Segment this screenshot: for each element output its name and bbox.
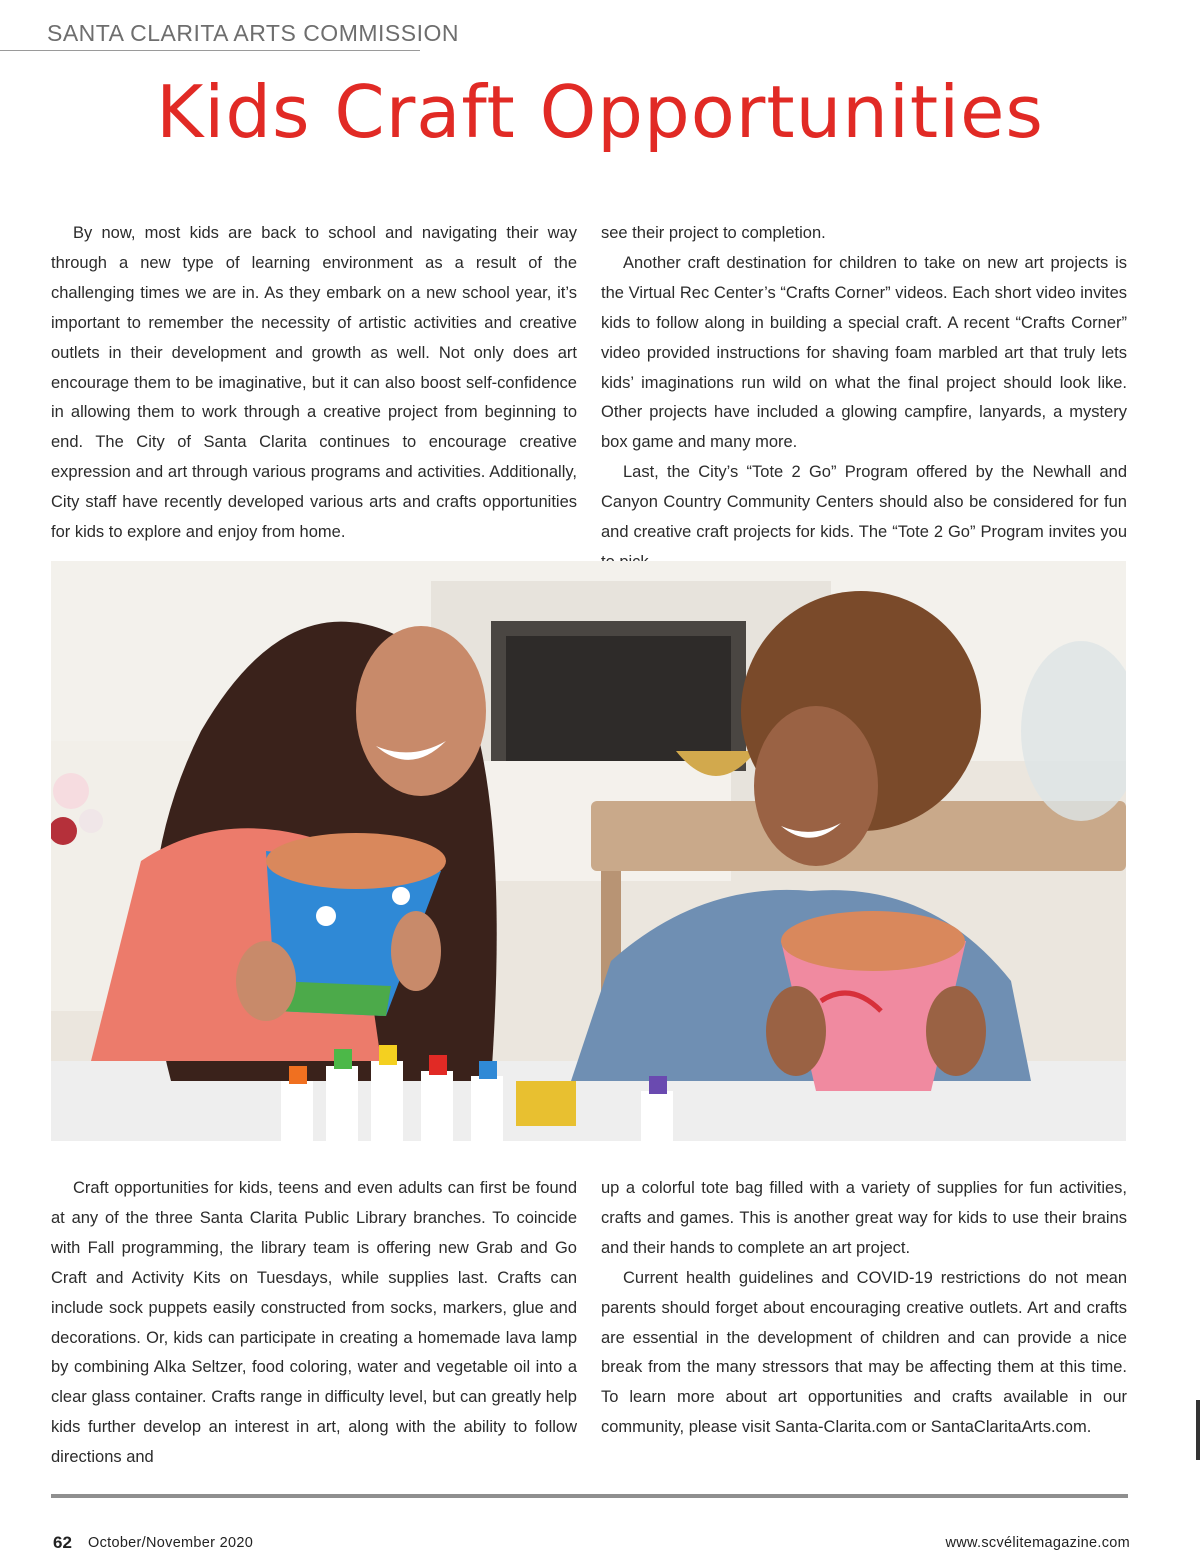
paragraph: By now, most kids are back to school and navigating their way through a new type of learning environment as a result of the challenging times we are in. As they embark on a new school year, it’s important to remember the necessity of artistic activities and creative outlets in their development and growth as well. Not only does art encourage them to be imaginative, but it can also boost self-confidence in allowing them to work through a creative project from beginning to end. The City of Santa Clarita continues to encourage creative expression and art through various programs and activities. Additionally, City staff have recently developed various arts and crafts opportunities for kids to explore and enjoy from home. (51, 224, 577, 542)
paragraph: Last, the City’s “Tote 2 Go” Program offered by the Newhall and Canyon Country Community Centers should also be considered for fun and creative craft projects for kids. The “Tote 2 Go” Program invites you (601, 463, 1127, 542)
paragraph-continued: up a colorful tote bag filled with a variety of supplies for fun activities, crafts and games. This is another great way for kids to use their brains and their hands to complete an art project. (601, 1179, 1127, 1257)
article-column-3 (51, 1174, 577, 1473)
article-column-1 (51, 219, 577, 548)
issue-date: October/November 2020 (88, 1535, 254, 1551)
photo-kids-painting-pots (51, 561, 1126, 1141)
page-number: 62 (53, 1533, 72, 1552)
section-rule (0, 50, 420, 51)
article-column-2 (601, 219, 1127, 578)
paragraph: Craft opportunities for kids, teens and even adults can first be found at any of the three Santa Clarita Public Library branches. To coincide with Fall programming, the library team is offering new Grab and Go Craft and Activity Kits on Tuesdays, while supplies last. Crafts can include sock puppets easily constructed from socks, markers, glue and decorations. Or, kids can participate in creating a homemade lava lamp by combining Alka Seltzer, food coloring, water and vegetable oil into a clear glass container. Crafts range in difficulty level, but can greatly help kids further develop an interest in art, along with the ability to follow directions and (51, 1179, 577, 1467)
footer-rule (51, 1494, 1128, 1498)
paragraph: Current health guidelines and COVID-19 restrictions do not mean parents should forget about encouraging creative outlets. Art and crafts are essential in the development of children and can provide a nice break from the many stressors that may be affecting them at this time. To learn more about art opportunities and crafts available in our community, please visit Santa-Clarita.com or SantaClaritaArts.com. (601, 1268, 1127, 1437)
section-label: SANTA CLARITA ARTS COMMISSION (47, 20, 459, 46)
website-url: www.scvélitemagazine.com (945, 1535, 1130, 1551)
paragraph-continued: see their project to completion. (601, 224, 826, 242)
article-column-4 (601, 1174, 1127, 1443)
paragraph: Another craft destination for children to take on new art projects is the Virtual Rec Center’s “Crafts Corner” videos. Each short video invites kids to follow along in building a special craft. A recent “Crafts Corner” video provided instructions for shaving foam marbled art that truly lets kids’ imaginations run wild on what the final project should look like. Other projects have included a glowing campfire, lanyards, a mystery box game and many more. (601, 253, 1127, 452)
page-title: Kids Craft Opportunities (156, 70, 1044, 154)
edge-mark (1196, 1400, 1200, 1460)
